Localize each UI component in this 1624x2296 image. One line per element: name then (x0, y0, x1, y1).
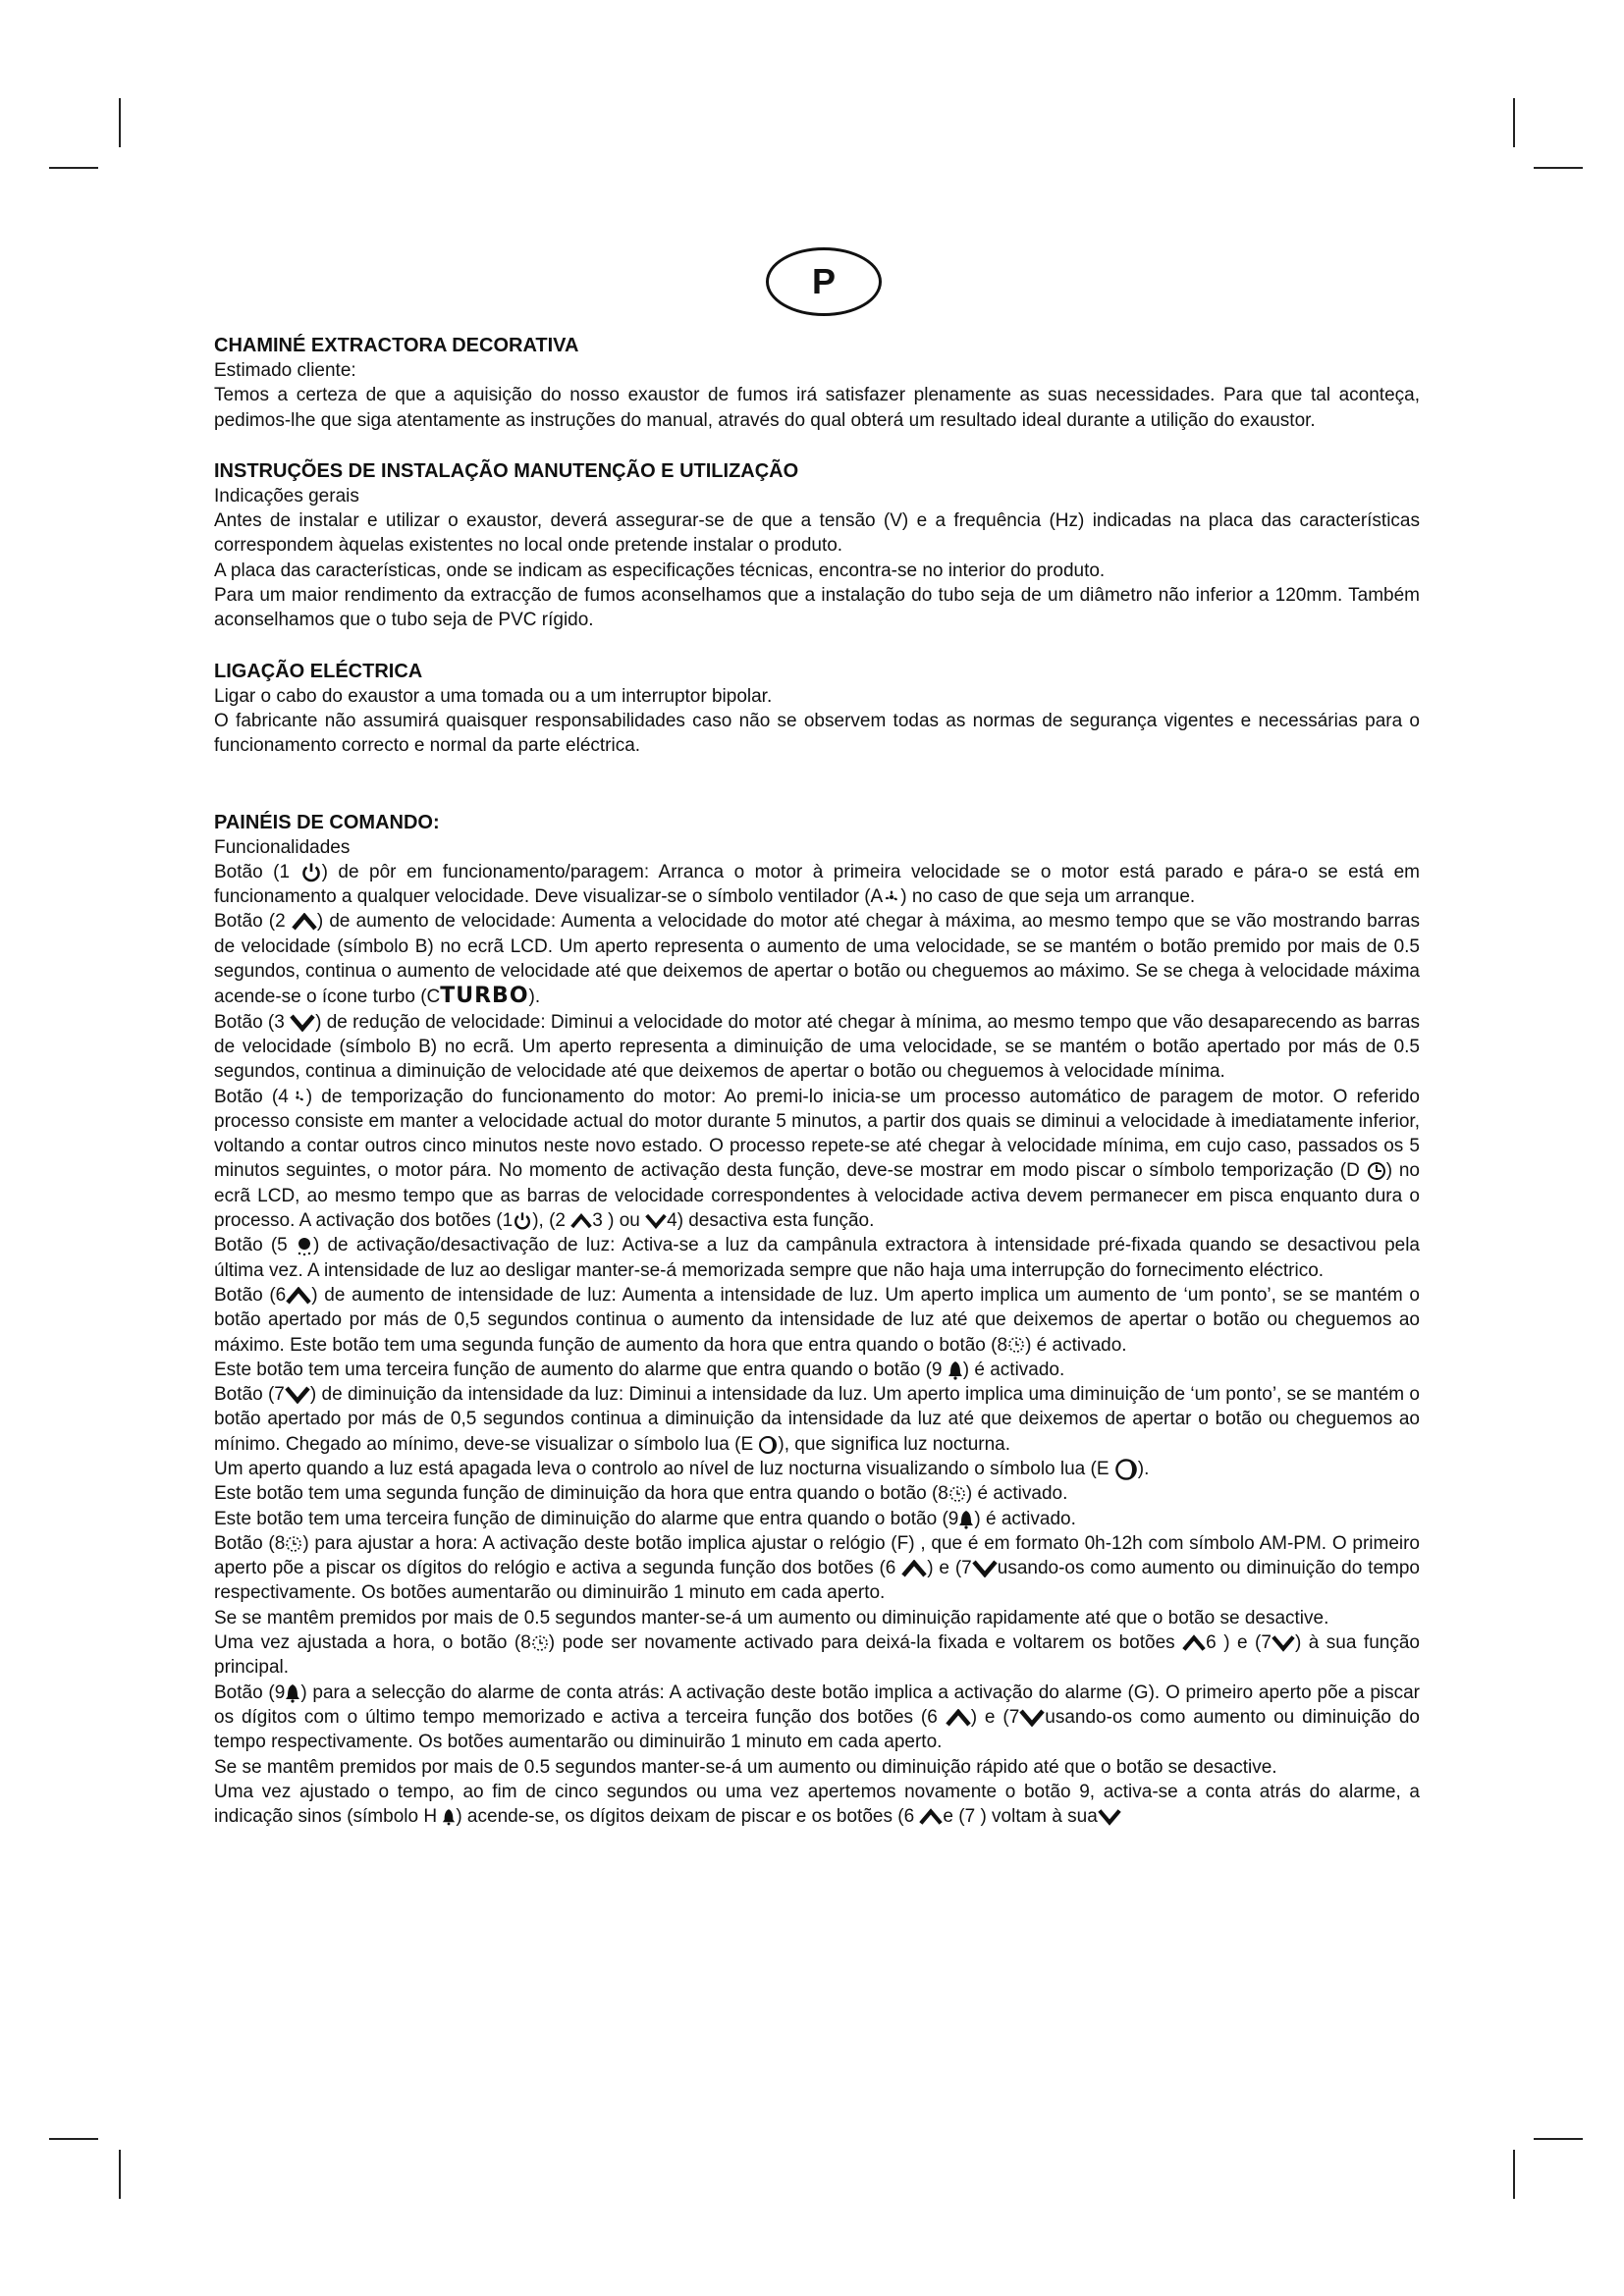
button-8-description: Botão (8 ) para ajustar a hora: A activação deste botão implica ajustar o relógio (F) , que é em formato 0h-12h com símbolo AM-PM. O primeiro aperto põe a piscar os dígitos do relógio e activa a segunda função dos botões (6 ) e (7 usando-os como aumento ou diminuição do tempo respectivamente. Os botões aumentarão ou diminuirão 1 minuto em cada aperto. (214, 1532, 1420, 1604)
paragraph: Ligar o cabo do exaustor a uma tomada ou a um interruptor bipolar. (214, 685, 773, 707)
button-7-line-4: Este botão tem uma terceira função de diminuição do alarme que entra quando o botão (9 ) é activado. (214, 1508, 1076, 1529)
chevron-down-icon (645, 1213, 667, 1229)
chevron-down-icon (285, 1386, 310, 1404)
button-6-description: Botão (6 ) de aumento de intensidade de luz: Aumenta a intensidade de luz. Um aperto implica um aumento de ‘um ponto’, se se mantém o botão apertado por más de 0,5 segundos continua o aumento da intensidade de luz até que deixemos de apertar o botão ou cheguemos ao máximo. Este botão tem uma segunda função de aumento da hora que entra quando o botão (8 ) é activado. (214, 1284, 1421, 1356)
crop-mark-top-right-v (1513, 98, 1515, 147)
chevron-down-icon (1272, 1634, 1295, 1652)
power-icon (300, 862, 322, 883)
crop-mark-top-left-v (119, 98, 121, 147)
section-title: LIGAÇÃO ELÉCTRICA (214, 660, 423, 682)
button-5-description: Botão (5 ) de activação/desactivação de luz: Activa-se a luz da campânula extractora à intensidade pré-fixada quando se desactivou pela última vez. A intensidade de luz ao desligar manter-se-á memorizada sempre que não haja uma interrupção do fornecimento eléctrico. (214, 1235, 1420, 1281)
bell-icon (285, 1683, 300, 1703)
button-9-line-3: Uma vez ajustado o tempo, ao fim de cinco segundos ou uma vez apertemos novamente o botão 9, activa-se a conta atrás do alarme, a indicação sinos (símbolo H ) acende-se, os dígitos deixam de piscar e os botões (6 e (7 ) voltam à sua (214, 1781, 1420, 1828)
chevron-up-icon (946, 1709, 971, 1727)
button-9-description: Botão (9 ) para a selecção do alarme de conta atrás: A activação deste botão implica a activação do alarme (G). O primeiro aperto põe a piscar os dígitos com o último tempo memorizado e activa a terceira função dos botões (6 ) e (7 usando-os como aumento ou diminuição do tempo respectivamente. Os botões aumentarão ou diminuirão 1 minuto em cada aperto. (214, 1682, 1421, 1753)
bell-icon (958, 1510, 974, 1529)
subtitle: Indicações gerais (214, 485, 359, 507)
button-3-description: Botão (3 ) de redução de velocidade: Diminui a velocidade do motor até chegar à mínima, ao mesmo tempo que vão desaparecendo as barras de velocidade (símbolo B) no ecrã. Um aperto representa a diminuição de uma velocidade, se se mantém o botão apertado por más de 0.5 segundos, continua a diminuição de velocidade até que deixemos de apertar o botão ou cheguemos à velocidade mínima. (214, 1011, 1420, 1083)
section-title: INSTRUÇÕES DE INSTALAÇÃO MANUTENÇÃO E UTILIZAÇÃO (214, 459, 799, 482)
bell-icon (442, 1808, 456, 1826)
moon-icon (1114, 1458, 1138, 1481)
moon-icon (758, 1435, 778, 1455)
chevron-down-icon (972, 1560, 998, 1577)
chevron-up-icon (1182, 1634, 1206, 1652)
chevron-up-icon (570, 1213, 592, 1229)
turbo-icon: TURBO (440, 984, 529, 1009)
button-6-extra: Este botão tem uma terceira função de aumento do alarme que entra quando o botão (9 ) é activado. (214, 1359, 1065, 1380)
section-title: PAINÉIS DE COMANDO: (214, 811, 440, 833)
button-7-line-2: Um aperto quando a luz está apagada leva o controlo ao nível de luz nocturna visualizando o símbolo lua (E ). (214, 1458, 1150, 1479)
button-7-line-3: Este botão tem uma segunda função de diminuição da hora que entra quando o botão (8 ) é activado. (214, 1483, 1068, 1505)
power-icon (513, 1211, 532, 1231)
button-8-line-2: Se se mantêm premidos por mais de 0.5 segundos manter-se-á um aumento ou diminuição rapidamente até que o botão se desactive. (214, 1607, 1329, 1629)
section-title: CHAMINÉ EXTRACTORA DECORATIVA (214, 335, 579, 356)
button-8-line-3: Uma vez ajustada a hora, o botão (8 ) pode ser novamente activado para deixá-la fixada e voltarem os botões 6 ) e (7 ) à sua função principal. (214, 1632, 1420, 1679)
chevron-down-icon (1098, 1808, 1121, 1826)
paragraph: O fabricante não assumirá quaisquer responsabilidades caso não se observem todas as normas de segurança vigentes e necessárias para o funcionamento correcto e normal da parte eléctrica. (214, 710, 1420, 757)
chevron-up-icon (901, 1560, 927, 1577)
paragraph: A placa das características, onde se indicam as especificações técnicas, encontra-se no interior do produto. (214, 560, 1106, 581)
clock-dotted-icon (285, 1535, 302, 1553)
greeting: Estimado cliente: (214, 360, 356, 381)
manual-content (214, 333, 1420, 1829)
button-9-line-2: Se se mantêm premidos por mais de 0.5 segundos manter-se-á um aumento ou diminuição rápido até que o botão se desactive. (214, 1756, 1277, 1778)
bell-icon (947, 1361, 963, 1380)
paragraph: Antes de instalar e utilizar o exaustor, deverá assegurar-se de que a tensão (V) e a frequência (Hz) indicadas na placa das características correspondem àquelas existentes no local onde pretende instalar o produto. (214, 510, 1420, 557)
crop-mark-bottom-left-h (49, 2138, 98, 2140)
chevron-up-icon (919, 1808, 943, 1826)
fan-icon (883, 888, 900, 906)
crop-mark-bottom-right-v (1513, 2150, 1515, 2199)
button-2-description: Botão (2 ) de aumento de velocidade: Aumenta a velocidade do motor até chegar à máxima, ao mesmo tempo que se vão mostrando barras de velocidade (símbolo B) no ecrã LCD. Um aperto representa o aumento de uma velocidade, se se mantém o botão premido por mais de 0.5 segundos, continua o aumento de velocidade até que deixemos de apertar o botão ou cheguemos ao máximo. Se se chega à velocidade máxima acende-se o ícone turbo (CTURBO). (214, 911, 1420, 1009)
button-1-description: Botão (1 ) de pôr em funcionamento/paragem: Arranca o motor à primeira velocidade se o motor está parado e pára-o se está em funcionamento a qualquer velocidade. Deve visualizar-se o símbolo ventilador (A ) no caso de que seja um arranque. (214, 861, 1420, 908)
clock-dotted-icon (948, 1485, 966, 1503)
crop-mark-bottom-right-h (1534, 2138, 1583, 2140)
clock-dotted-icon (531, 1634, 549, 1652)
chevron-down-icon (1019, 1709, 1045, 1727)
clock-icon (1367, 1161, 1386, 1181)
crop-mark-top-right-h (1534, 167, 1583, 169)
section-intro (214, 333, 1420, 433)
crop-mark-top-left-h (49, 167, 98, 169)
section-electrical (214, 659, 1420, 759)
paragraph: Temos a certeza de que a aquisição do nosso exaustor de fumos irá satisfazer plenamente as suas necessidades. Para que tal aconteça, pedimos-lhe que siga atentamente as instruções do manual, através do qual obterá um resultado ideal durante a utilição do exaustor. (214, 385, 1420, 431)
button-7-description: Botão (7 ) de diminuição da intensidade da luz: Diminui a intensidade da luz. Um aperto implica uma diminuição de ‘um ponto’, se se mantém o botão apertado por más de 0,5 segundos continua a diminuição da intensidade da luz até que deixemos de apertar o botão ou cheguemos ao mínimo. Chegado ao mínimo, deve-se visualizar o símbolo lua (E ), que significa luz nocturna. (214, 1384, 1420, 1455)
chevron-up-icon (286, 1287, 311, 1305)
subtitle: Funcionalidades (214, 836, 351, 858)
section-control-panels (214, 810, 1420, 1830)
language-badge: P (766, 247, 882, 316)
chevron-up-icon (292, 913, 317, 931)
paragraph: Para um maior rendimento da extracção de fumos aconselhamos que a instalação do tubo seja de um diâmetro não inferior a 120mm. Também aconselhamos que o tubo seja de PVC rígido. (214, 585, 1420, 631)
button-4-description: Botão (4 ) de temporização do funcionamento do motor: Ao premi-lo inicia-se um processo automático de paragem de motor. O referido processo consiste em manter a velocidade actual do motor durante 5 minutos, a partir dos quais se diminui a velocidade à imediatamente inferior, voltando a contar outros cinco minutos neste novo estado. O processo repete-se até chegar à velocidade mínima, em cujo caso, passados os 5 minutos seguintes, o motor pára. No momento de activação desta função, deve-se mostrar em modo piscar o símbolo temporização (D ) no ecrã LCD, ao mesmo tempo que as barras de velocidade correspondentes à velocidade activa devem permanecer em pisca enquanto dura o processo. A activação dos botões (1 ), (2 3 ) ou 4) desactiva esta função. (214, 1086, 1421, 1232)
light-icon (296, 1236, 313, 1255)
crop-mark-bottom-left-v (119, 2150, 121, 2199)
section-installation (214, 458, 1420, 633)
clock-dotted-icon (1007, 1336, 1025, 1354)
timer-fan-icon (289, 1089, 306, 1106)
chevron-down-icon (290, 1014, 315, 1032)
